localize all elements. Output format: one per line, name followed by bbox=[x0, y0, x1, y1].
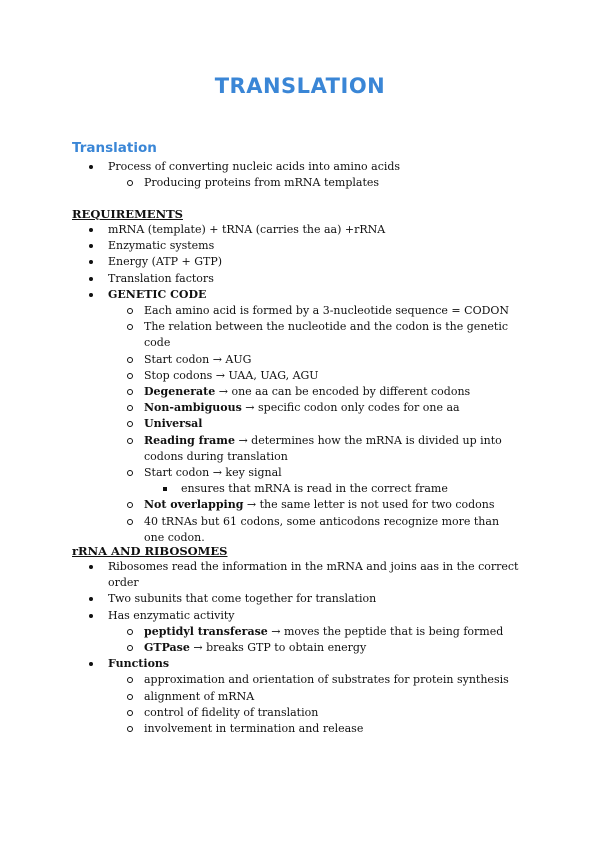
list-item: ensures that mRNA is read in the correct frame bbox=[72, 481, 522, 497]
bullet-icon bbox=[127, 519, 133, 525]
bullet-icon bbox=[127, 470, 133, 476]
list-item: involvement in termination and release bbox=[72, 721, 522, 737]
bullet-icon bbox=[127, 389, 133, 395]
list-item: Energy (ATP + GTP) bbox=[72, 254, 522, 270]
section-heading-translation: Translation bbox=[72, 140, 157, 156]
list-item: Ribosomes read the information in the mRNA and joins aas in the correct order bbox=[72, 559, 522, 591]
bullet-icon bbox=[127, 726, 133, 732]
list-item: 40 tRNAs but 61 codons, some anticodons recognize more than one codon. bbox=[72, 514, 522, 546]
bullet-icon bbox=[127, 373, 133, 379]
list-item: GTPase → breaks GTP to obtain energy bbox=[72, 640, 522, 656]
bullet-icon bbox=[163, 487, 167, 491]
list-item: Non-ambiguous → specific codon only codes for one aa bbox=[72, 400, 522, 416]
bullet-icon bbox=[127, 677, 133, 683]
bullet-icon bbox=[127, 405, 133, 411]
list-item: control of fidelity of translation bbox=[72, 705, 522, 721]
list-item: peptidyl transferase → moves the peptide that is being formed bbox=[72, 624, 522, 640]
list-item: Universal bbox=[72, 416, 522, 432]
list-item: approximation and orientation of substrates for protein synthesis bbox=[72, 672, 522, 688]
bullet-icon bbox=[89, 293, 93, 297]
bullet-icon bbox=[127, 324, 133, 330]
list-item: Functions bbox=[72, 656, 522, 672]
page-title: TRANSLATION bbox=[214, 74, 386, 98]
bullet-icon bbox=[89, 614, 93, 618]
ribosomes-list bbox=[72, 559, 522, 737]
list-item: GENETIC CODE bbox=[72, 287, 522, 303]
bullet-icon bbox=[89, 565, 93, 569]
bullet-icon bbox=[89, 260, 93, 264]
bullet-icon bbox=[89, 228, 93, 232]
list-item: Has enzymatic activity bbox=[72, 608, 522, 624]
bullet-icon bbox=[127, 308, 133, 314]
bullet-icon bbox=[127, 421, 133, 427]
bullet-icon bbox=[89, 277, 93, 281]
bullet-icon bbox=[127, 357, 133, 363]
list-item: Not overlapping → the same letter is not used for two codons bbox=[72, 497, 522, 513]
list-item: Degenerate → one aa can be encoded by different codons bbox=[72, 384, 522, 400]
list-item: The relation between the nucleotide and the codon is the genetic code bbox=[72, 319, 522, 351]
translation-list bbox=[72, 159, 522, 191]
bullet-icon bbox=[127, 694, 133, 700]
bullet-icon bbox=[127, 438, 133, 444]
list-item: Process of converting nucleic acids into amino acids bbox=[72, 159, 522, 175]
bullet-icon bbox=[89, 244, 93, 248]
bullet-icon bbox=[89, 165, 93, 169]
list-item: alignment of mRNA bbox=[72, 689, 522, 705]
bullet-icon bbox=[89, 597, 93, 601]
bullet-icon bbox=[127, 502, 133, 508]
list-item: Translation factors bbox=[72, 271, 522, 287]
list-item: Each amino acid is formed by a 3-nucleotide sequence = CODON bbox=[72, 303, 522, 319]
bullet-icon bbox=[127, 710, 133, 716]
list-item: Reading frame → determines how the mRNA is divided up into codons during translation bbox=[72, 433, 522, 465]
list-item: Start codon → key signal bbox=[72, 465, 522, 481]
list-item: Start codon → AUG bbox=[72, 352, 522, 368]
requirements-list bbox=[72, 222, 522, 546]
bullet-icon bbox=[89, 662, 93, 666]
ribosomes-heading: rRNA AND RIBOSOMES bbox=[72, 544, 228, 558]
bullet-icon bbox=[127, 645, 133, 651]
list-item: Two subunits that come together for translation bbox=[72, 591, 522, 607]
list-item: Enzymatic systems bbox=[72, 238, 522, 254]
bullet-icon bbox=[127, 629, 133, 635]
list-item: mRNA (template) + tRNA (carries the aa) +rRNA bbox=[72, 222, 522, 238]
list-item: Stop codons → UAA, UAG, AGU bbox=[72, 368, 522, 384]
list-item: Producing proteins from mRNA templates bbox=[72, 175, 522, 191]
requirements-heading: REQUIREMENTS bbox=[72, 207, 183, 221]
bullet-icon bbox=[127, 180, 133, 186]
